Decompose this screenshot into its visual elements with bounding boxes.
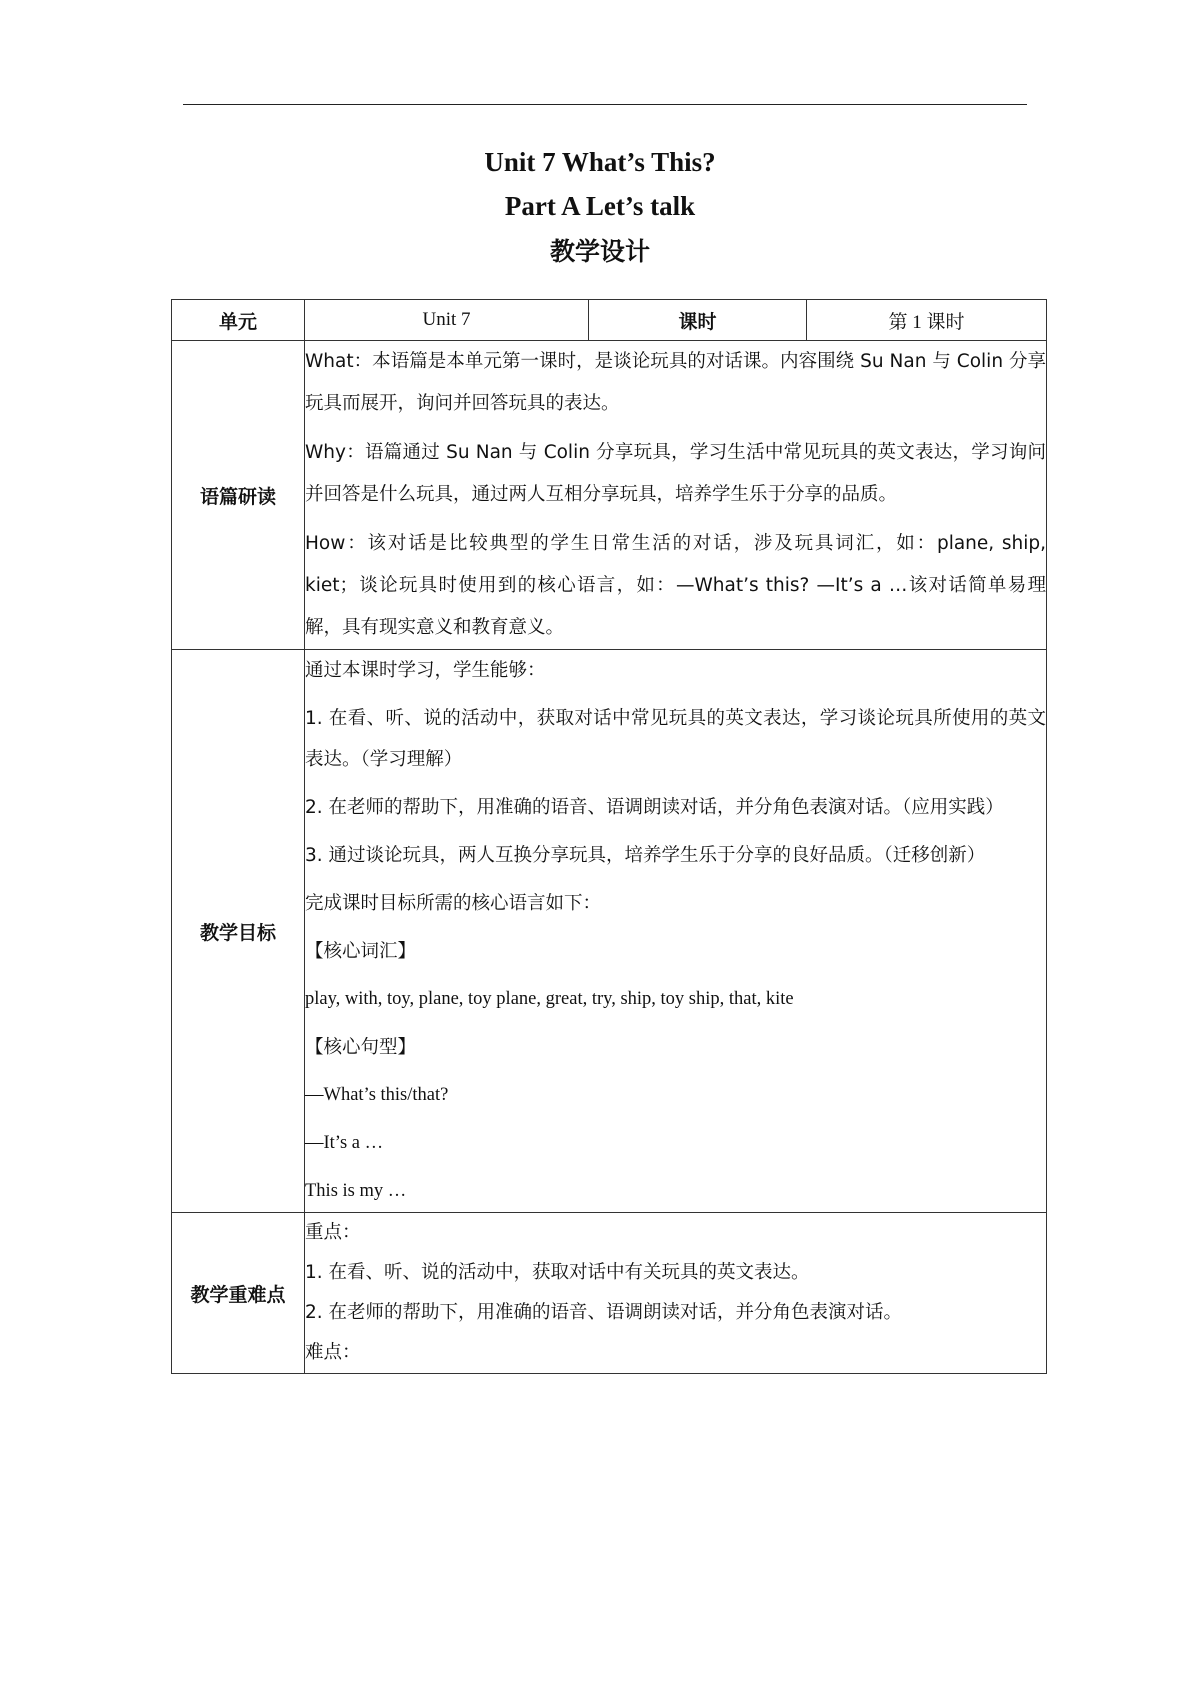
header-rule	[183, 104, 1027, 105]
key-points-label: 教学重难点	[172, 1213, 305, 1374]
objective-3: 3. 通过谈论玩具，两人互换分享玩具，培养学生乐于分享的良好品质。（迁移创新）	[305, 845, 986, 866]
analysis-row	[172, 341, 1047, 650]
key-points-content	[305, 1213, 1047, 1374]
analysis-how: How：该对话是比较典型的学生日常生活的对话，涉及玩具词汇，如：plane, ship, kiet；谈论玩具时使用到的核心语言，如：—What’s this? —It’s a …该对话简单易理解，具有现实意义和教育意义。	[305, 533, 1046, 638]
document-title	[0, 140, 1200, 272]
objectives-row	[172, 650, 1047, 1213]
period-label: 课时	[589, 300, 807, 341]
title-design: 教学设计	[549, 237, 650, 266]
key-points-row	[172, 1213, 1047, 1374]
period-value: 第 1 课时	[807, 300, 1047, 341]
difficult-points-heading: 难点：	[305, 1342, 361, 1363]
core-sentence-2: —It’s a …	[305, 1133, 384, 1153]
analysis-what: What：本语篇是本单元第一课时，是谈论玩具的对话课。内容围绕 Su Nan 与 Colin 分享玩具而展开，询问并回答玩具的表达。	[305, 351, 1046, 414]
core-vocab-heading: 【核心词汇】	[305, 941, 417, 962]
objectives-intro: 通过本课时学习，学生能够：	[305, 660, 546, 681]
key-points-heading: 重点：	[305, 1222, 361, 1243]
core-language-intro: 完成课时目标所需的核心语言如下：	[305, 893, 602, 914]
key-point-1: 1. 在看、听、说的活动中，获取对话中有关玩具的英文表达。	[305, 1262, 810, 1283]
core-sentence-heading: 【核心句型】	[305, 1037, 417, 1058]
objectives-label: 教学目标	[172, 650, 305, 1213]
objective-1: 1. 在看、听、说的活动中，获取对话中常见玩具的英文表达，学习谈论玩具所使用的英文表达。（学习理解）	[305, 708, 1046, 770]
core-vocab-list: play, with, toy, plane, toy plane, great, try, ship, toy ship, that, kite	[305, 989, 794, 1009]
lesson-plan-table	[171, 299, 1047, 1374]
objective-2: 2. 在老师的帮助下，用准确的语音、语调朗读对话，并分角色表演对话。（应用实践）	[305, 797, 1004, 818]
analysis-content	[305, 341, 1047, 650]
objectives-content	[305, 650, 1047, 1213]
title-part: Part A Let’s talk	[504, 191, 696, 221]
header-row	[172, 300, 1047, 341]
unit-label: 单元	[172, 300, 305, 341]
analysis-label: 语篇研读	[172, 341, 305, 650]
core-sentence-3: This is my …	[305, 1181, 407, 1201]
unit-value: Unit 7	[305, 300, 589, 341]
key-point-2: 2. 在老师的帮助下，用准确的语音、语调朗读对话，并分角色表演对话。	[305, 1302, 903, 1323]
core-sentence-1: —What’s this/that?	[305, 1085, 449, 1105]
title-unit: Unit 7 What’s This?	[484, 147, 716, 177]
analysis-why: Why：语篇通过 Su Nan 与 Colin 分享玩具，学习生活中常见玩具的英文表达，学习询问并回答是什么玩具，通过两人互相分享玩具，培养学生乐于分享的品质。	[305, 442, 1046, 505]
